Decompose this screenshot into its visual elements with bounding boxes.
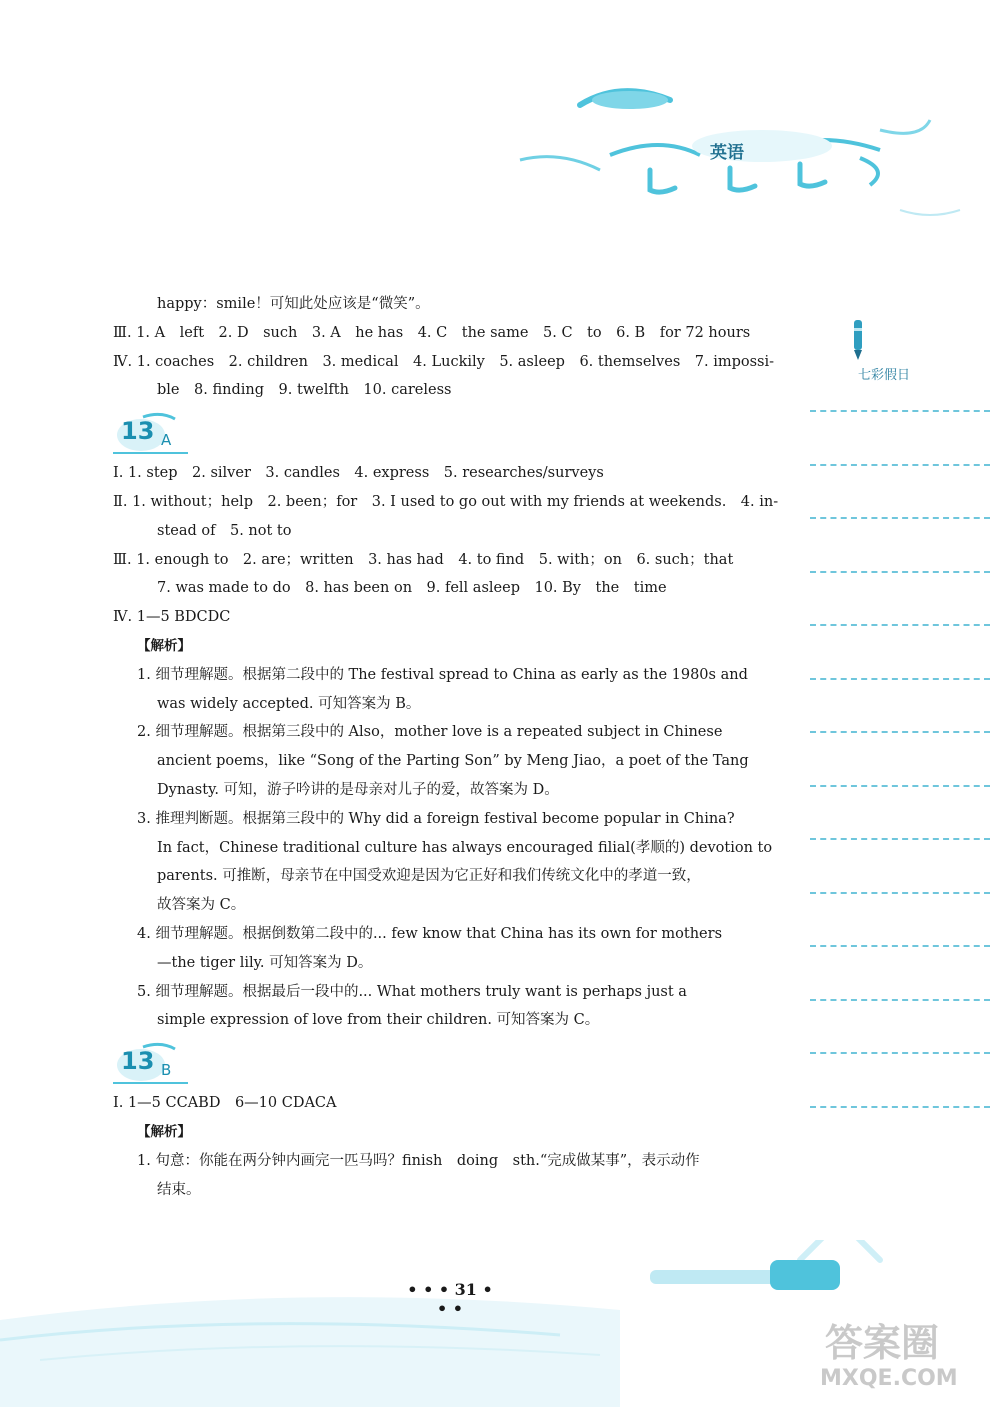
section-text: 1. A left 2. D such 3. A he has 4. C the same 5. C to 6. B for 72 hours	[136, 324, 751, 341]
note-line	[810, 678, 990, 680]
note-line	[810, 464, 990, 466]
section-label: Ⅰ.	[113, 465, 124, 482]
watermark-url: MXQE.COM	[820, 1366, 958, 1391]
section-label: Ⅱ.	[113, 493, 128, 510]
sidebar-title: 七彩假日	[858, 368, 911, 383]
section-text: 1. step 2. silver 3. candles 4. express 5. researches/surveys	[127, 465, 604, 482]
analysis-line: In fact，Chinese traditional culture has always encouraged filial(孝顺的) devotion to	[157, 839, 773, 856]
analysis-line: 结束。	[157, 1181, 201, 1198]
section-label: Ⅲ.	[113, 324, 132, 341]
section-label: Ⅳ.	[113, 609, 133, 626]
note-line	[810, 517, 990, 519]
pen-icon	[848, 318, 872, 362]
section-text: 1—5 BDCDC	[136, 609, 231, 626]
subject-badge: 英语	[710, 143, 744, 163]
analysis-line: was widely accepted. 可知答案为 B。	[157, 695, 421, 712]
section-label: Ⅰ.	[113, 1095, 124, 1112]
text-line: happy：smile！可知此处应该是“微笑”。	[157, 296, 430, 312]
section-line	[113, 348, 775, 377]
section-line	[113, 488, 779, 517]
analysis-line: Dynasty. 可知，游子吟讲的是母亲对儿子的爱，故答案为 D。	[157, 781, 559, 798]
section-label: Ⅳ.	[113, 353, 133, 370]
note-line	[810, 571, 990, 573]
analysis-line: 5. 细节理解题。根据最后一段中的... What mothers truly want is perhaps just a	[137, 983, 687, 1000]
unit-badge-13b	[113, 1041, 753, 1085]
text-line: 7. was made to do 8. has been on 9. fell asleep 10. By the time	[157, 580, 667, 597]
note-line	[810, 410, 990, 412]
text-line: stead of 5. not to	[157, 522, 292, 539]
unit-number: 13	[121, 417, 155, 446]
section-line	[113, 319, 753, 348]
analysis-label: 【解析】	[137, 1123, 191, 1140]
section-label: Ⅲ.	[113, 551, 132, 568]
analysis-line: 故答案为 C。	[157, 897, 246, 914]
page-number: • • • 31 • • •	[407, 1280, 493, 1318]
note-line	[810, 945, 990, 947]
note-line	[810, 892, 990, 894]
analysis-line: 3. 推理判断题。根据第三段中的 Why did a foreign festival become popular in China?	[137, 810, 735, 827]
text-line: ble 8. finding 9. twelfth 10. careless	[157, 382, 452, 399]
analysis-line: parents. 可推断，母亲节在中国受欢迎是因为它正好和我们传统文化中的孝道一致，	[157, 868, 701, 885]
unit-badge-13a	[113, 411, 753, 455]
watermark-text: 答案圈	[825, 1321, 940, 1365]
note-line	[810, 1052, 990, 1054]
answer-content	[113, 290, 779, 1204]
section-text: 1. enough to 2. are；written 3. has had 4. to find 5. with；on 6. such；that	[136, 551, 734, 568]
section-line	[113, 1089, 753, 1118]
note-line	[810, 999, 990, 1001]
note-line	[810, 838, 990, 840]
section-line	[113, 546, 753, 575]
section-text: 1—5 CCABD 6—10 CDACA	[127, 1095, 337, 1112]
unit-letter: B	[161, 1061, 172, 1080]
analysis-line: 1. 细节理解题。根据第二段中的 The festival spread to China as early as the 1980s and	[137, 666, 748, 683]
unit-number: 13	[121, 1047, 155, 1076]
note-line	[810, 624, 990, 626]
analysis-line: ancient poems，like “Song of the Parting Son” by Meng Jiao，a poet of the Tang	[157, 753, 749, 770]
analysis-label: 【解析】	[137, 637, 191, 654]
analysis-line: 4. 细节理解题。根据倒数第二段中的... few know that China has its own for mothers	[137, 925, 723, 942]
analysis-line: 2. 细节理解题。根据第三段中的 Also，mother love is a repeated subject in Chinese	[137, 724, 723, 741]
analysis-line: 1. 句意：你能在两分钟内画完一匹马吗？finish doing sth.“完成做某事”，表示动作	[137, 1152, 700, 1169]
note-line	[810, 731, 990, 733]
section-line	[113, 459, 753, 488]
unit-letter: A	[161, 431, 172, 450]
section-line	[113, 603, 753, 632]
note-lines	[810, 410, 990, 1159]
section-text: 1. coaches 2. children 3. medical 4. Luckily 5. asleep 6. themselves 7. impossi-	[136, 353, 775, 370]
note-line	[810, 785, 990, 787]
analysis-line: simple expression of love from their children. 可知答案为 C。	[157, 1012, 600, 1029]
section-text: 1. without；help 2. been；for 3. I used to go out with my friends at weekends. 4. in-	[132, 493, 779, 510]
analysis-line: —the tiger lily. 可知答案为 D。	[157, 954, 373, 971]
note-line	[810, 1106, 990, 1108]
